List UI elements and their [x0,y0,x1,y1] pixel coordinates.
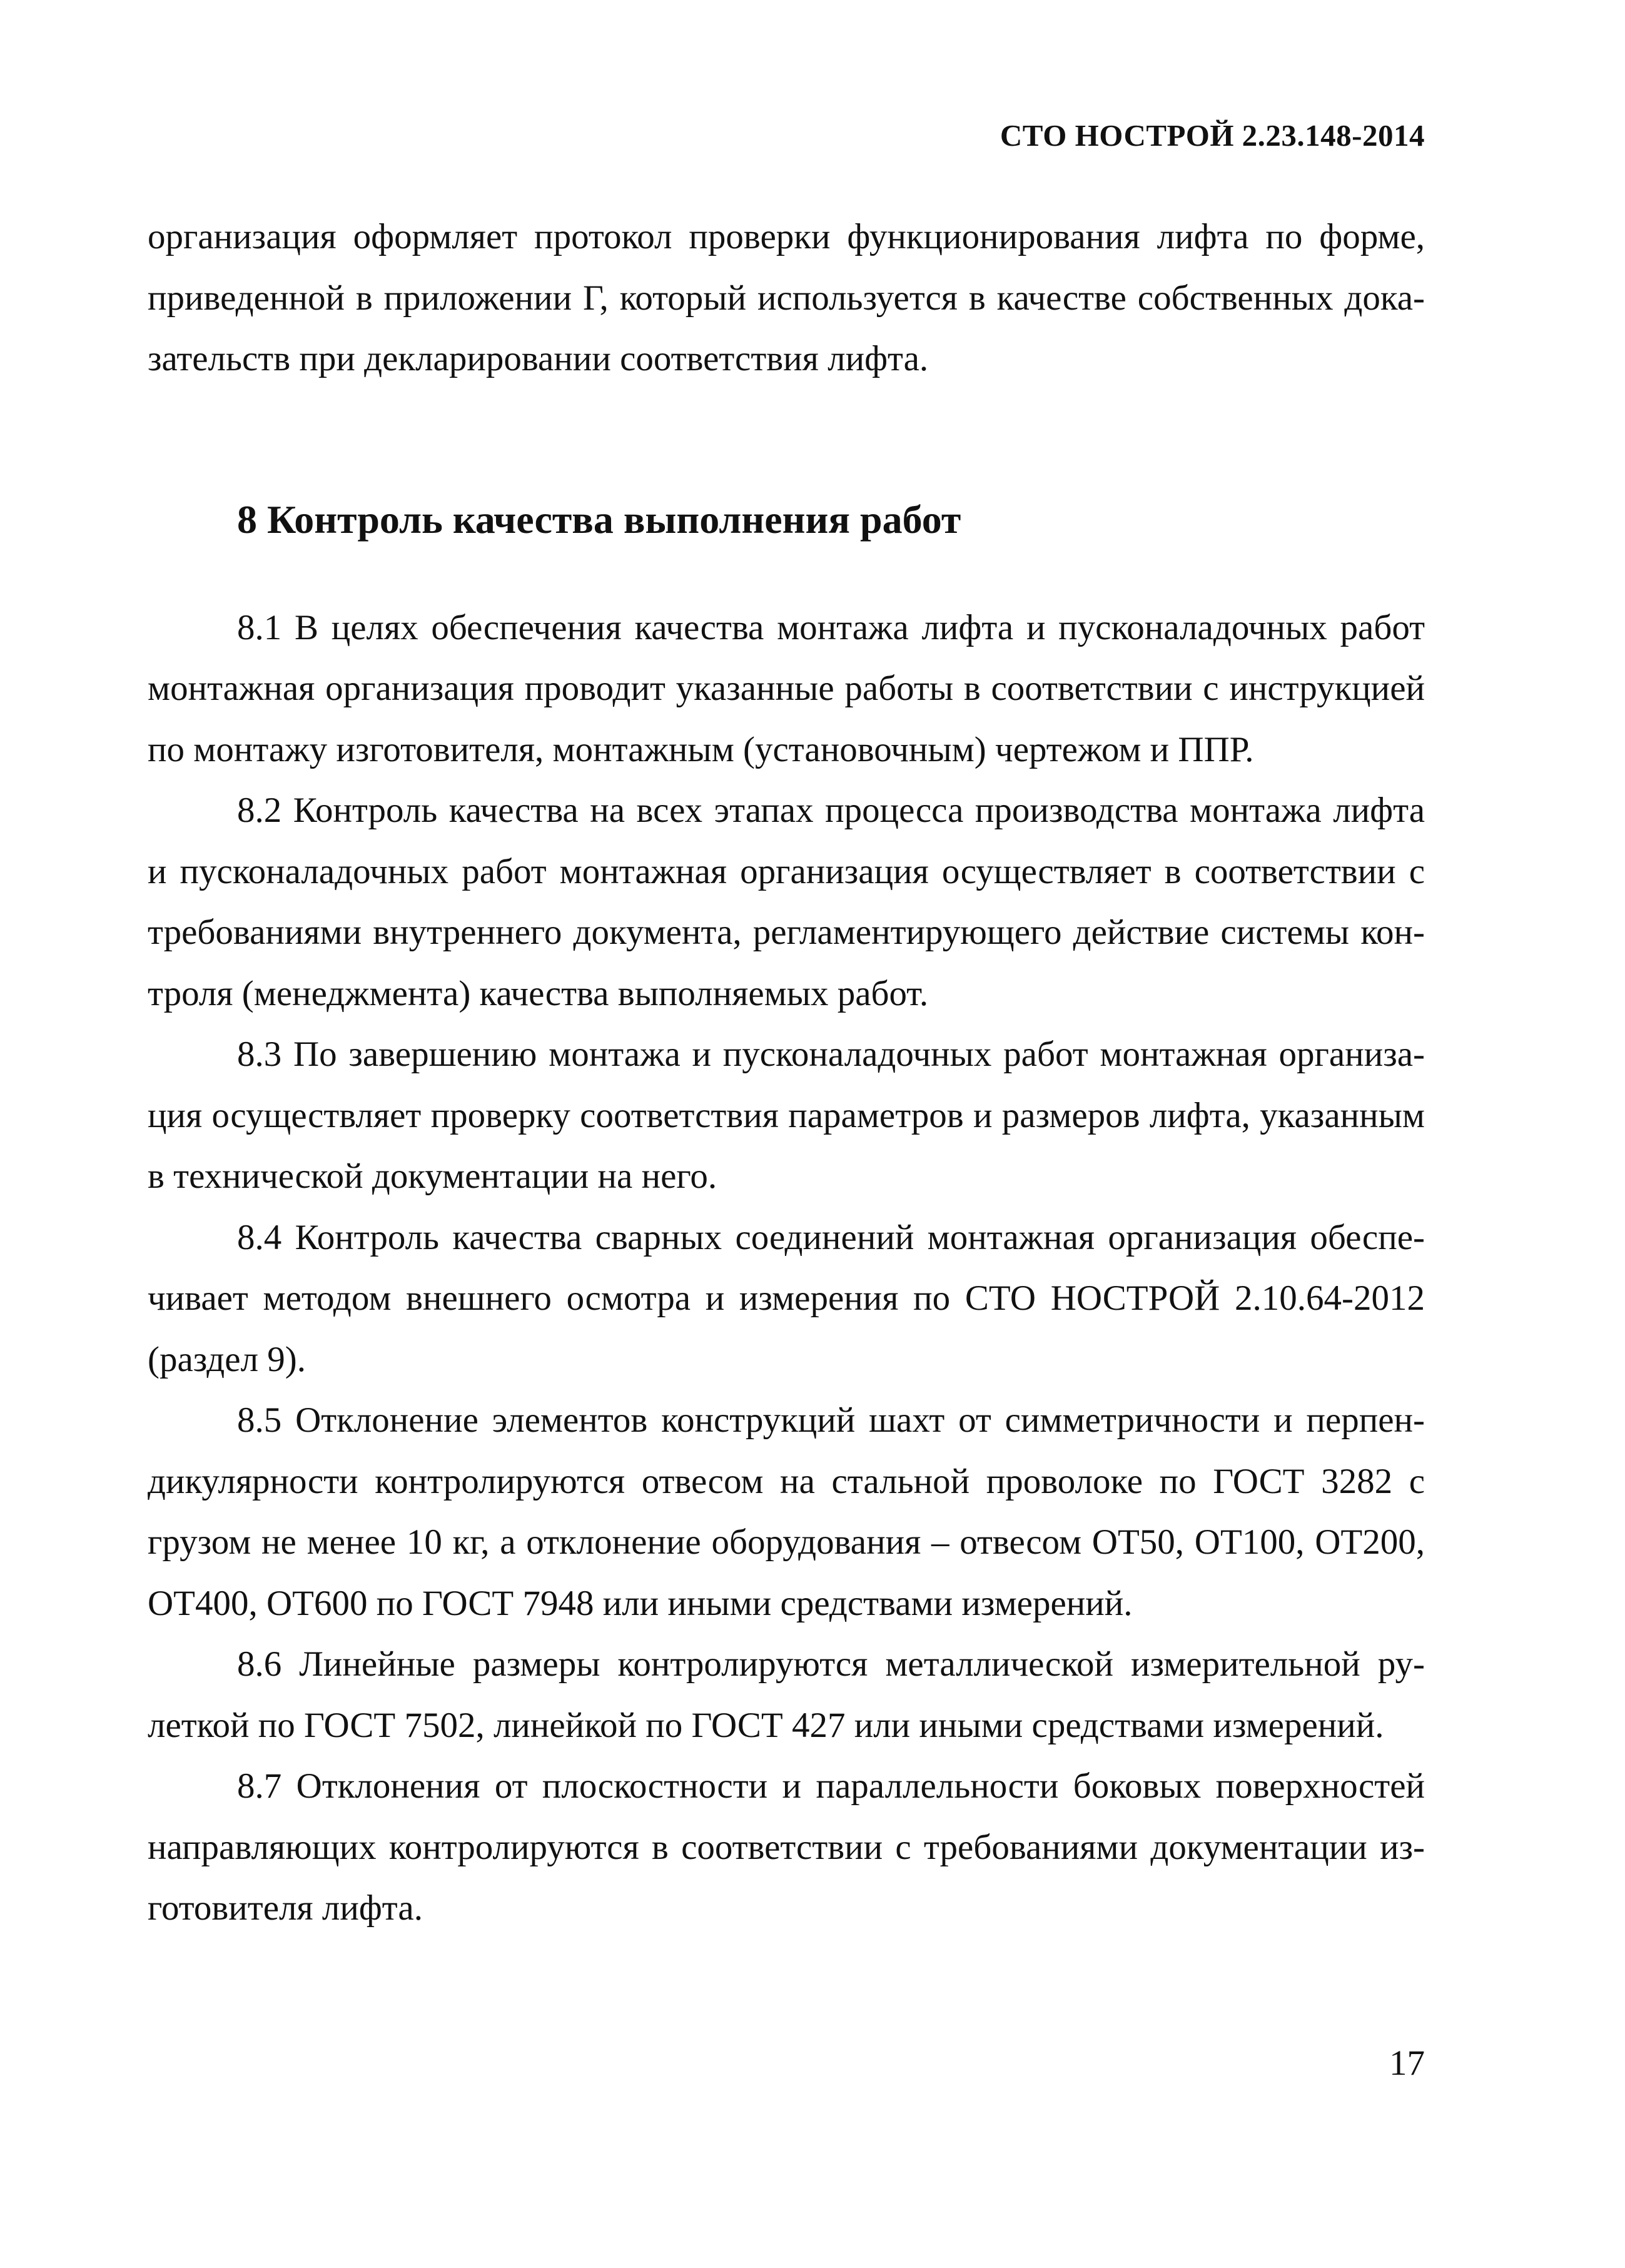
paragraph-8-7: 8.7 Отклонения от плоскостности и параллельности боковых поверхностей направляющих контролируются в соответствии с требованиями документации изготовителя лифта. [148,1766,1425,1928]
paragraph-8-3: 8.3 По завершению монтажа и пусконаладочных работ монтажная организация осуществляет проверку соответствия параметров и размеров лифта, указанным в технической документации на него. [148,1035,1425,1196]
running-header: СТО НОСТРОЙ 2.23.148-2014 [1000,118,1425,153]
paragraph-8-1: 8.1 В целях обеспечения качества монтажа лифта и пусконаладочных работ монтажная организация проводит указанные работы в соответствии с инструкцией по монтажу изготовителя, монтажным (установочным) чертежом и ППР. [148,607,1425,769]
continued-paragraph: организация оформляет протокол проверки функционирования лифта по форме, приведенной в приложении Г, который используется в качестве собственных доказательств при декларировании соответствия лифта. [148,217,1425,378]
paragraph-8-6: 8.6 Линейные размеры контролируются металлической измерительной рулеткой по ГОСТ 7502, линейкой по ГОСТ 427 или иными средствами измерений. [148,1644,1425,1745]
paragraph-8-4: 8.4 Контроль качества сварных соединений монтажная организация обеспечивает методом внешнего осмотра и измерения по СТО НОСТРОЙ 2.10.64-2012 (раздел 9). [148,1217,1425,1379]
paragraph-8-5: 8.5 Отклонение элементов конструкций шахт от симметричности и перпендикулярности контролируются отвесом на стальной проволоке по ГОСТ 3282 с грузом не менее 10 кг, а отклонение оборудования – отвесом ОТ50, ОТ100, ОТ200, ОТ400, ОТ600 по ГОСТ 7948 или иными средствами измерений. [148,1400,1425,1623]
section-heading: 8 Контроль качества выполнения работ [237,497,961,542]
body-text [148,206,1425,1939]
paragraph-8-2: 8.2 Контроль качества на всех этапах процесса производства монтажа лифта и пусконаладочных работ монтажная организация осуществляет в соответствии с требованиями внутреннего документа, регламентирующего действие системы контроля (менеджмента) качества выполняемых работ. [148,791,1425,1013]
page-number: 17 [1389,2043,1425,2083]
